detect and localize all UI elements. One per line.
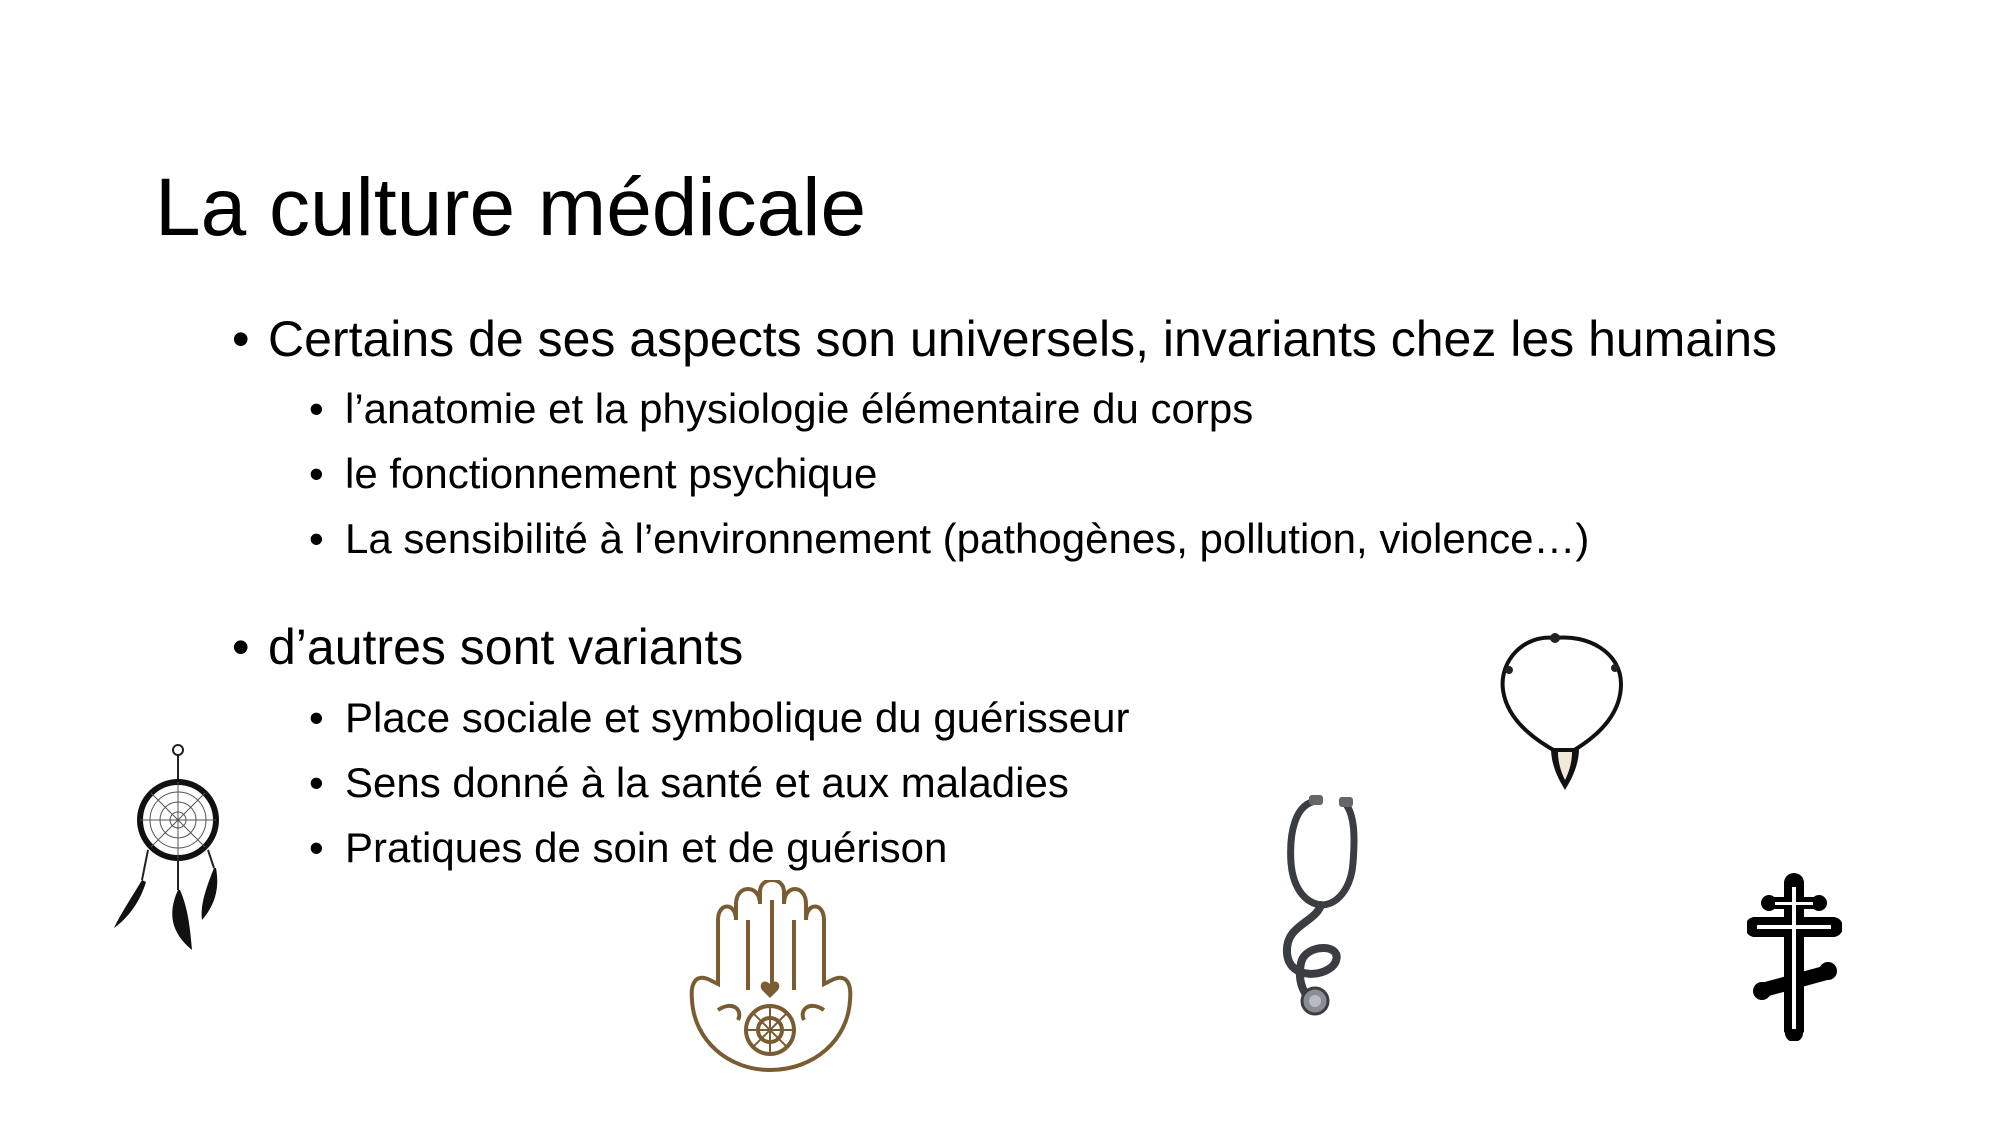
sub-bullet-healer (309, 694, 1130, 741)
bullet-text: Sens donné à la santé et aux maladies (345, 759, 1069, 806)
stethoscope-icon (1275, 793, 1375, 1018)
bullet-text: Place sociale et symbolique du guérisseur (345, 694, 1130, 741)
bullet-dot: • (309, 694, 324, 741)
bullet-dot: • (309, 759, 324, 806)
bullet-universal (232, 311, 1778, 367)
sub-bullet-practices (309, 824, 948, 871)
bullet-dot: • (309, 824, 324, 871)
bullet-dot: • (309, 450, 324, 497)
bullet-text: Certains de ses aspects son universels, invariants chez les humains (268, 311, 1778, 367)
bullet-text: La sensibilité à l’environnement (pathogènes, pollution, violence…) (345, 515, 1590, 562)
sub-bullet-environment (309, 515, 1590, 562)
bullet-dot: • (232, 619, 250, 675)
bullet-text: l’anatomie et la physiologie élémentaire du corps (345, 385, 1254, 432)
slide-title: La culture médicale (155, 161, 867, 253)
bullet-text: d’autres sont variants (268, 619, 744, 675)
orthodox-cross-icon (1747, 873, 1842, 1041)
bullet-text: le fonctionnement psychique (345, 450, 878, 497)
bullet-dot: • (232, 311, 250, 367)
tooth-necklace-icon (1495, 630, 1630, 790)
bullet-dot: • (309, 385, 324, 432)
bullet-dot: • (309, 515, 324, 562)
dreamcatcher-icon (110, 740, 230, 955)
bullet-text: Pratiques de soin et de guérison (345, 824, 948, 871)
bullet-variants (232, 619, 744, 675)
hamsa-icon (688, 880, 853, 1075)
sub-bullet-psyche (309, 450, 878, 497)
sub-bullet-meaning (309, 759, 1069, 806)
sub-bullet-anatomy (309, 385, 1254, 432)
